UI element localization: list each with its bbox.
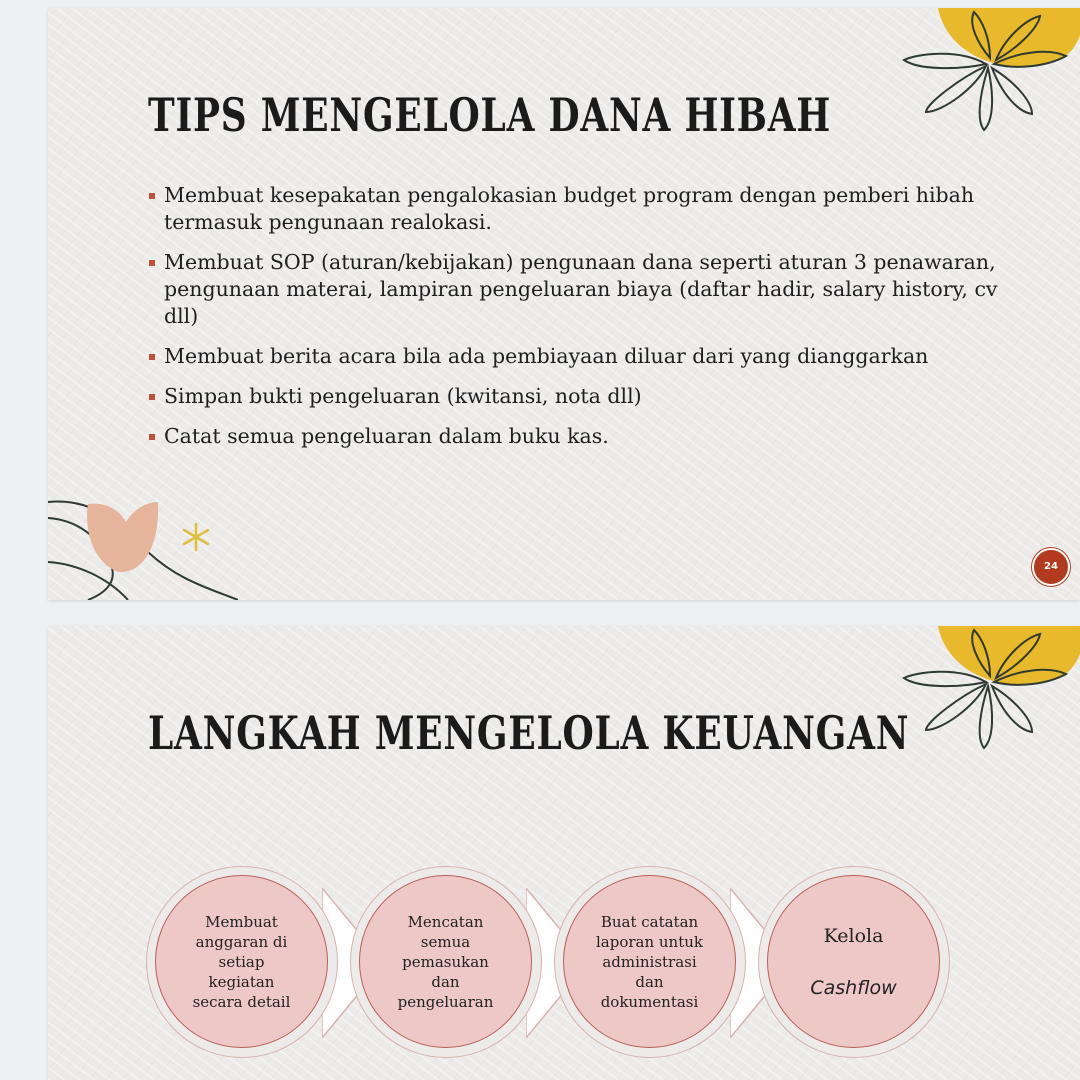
step-label: Buat catatan laporan untuk administrasi dan dokumentasi: [595, 912, 703, 1011]
page-number-badge: 24: [1032, 548, 1070, 586]
slide-langkah: [48, 626, 1080, 1080]
process-step-2: [350, 866, 542, 1058]
star-sparkle-icon: [181, 522, 211, 552]
process-step-4: [758, 866, 950, 1058]
bullet-item: Membuat berita acara bila ada pembiayaan diluar dari yang dianggarkan: [148, 343, 1028, 370]
bullet-item: Catat semua pengeluaran dalam buku kas.: [148, 423, 1028, 450]
bullet-list: [148, 182, 1028, 463]
slide-title: LANGKAH MENGELOLA KEUANGAN: [148, 706, 910, 760]
step-label-line2: Cashflow: [810, 976, 897, 999]
step-label-line1: Kelola: [823, 924, 884, 947]
step-label: Membuat anggaran di setiap kegiatan secara detail: [192, 912, 291, 1011]
bullet-item: Membuat kesepakatan pengalokasian budget program dengan pemberi hibah termasuk pengunaan realokasi.: [148, 182, 1028, 236]
process-step-3: [554, 866, 746, 1058]
sun-flower-icon: [898, 8, 1080, 148]
sun-flower-icon: [898, 626, 1080, 766]
slide-title: TIPS MENGELOLA DANA HIBAH: [148, 88, 832, 142]
process-step-1: [146, 866, 338, 1058]
step-label: [779, 897, 929, 1027]
slide-tips: [48, 8, 1080, 600]
bullet-item: Membuat SOP (aturan/kebijakan) pengunaan dana seperti aturan 3 penawaran, pengunaan materai, lampiran pengeluaran biaya (daftar hadir, salary history, cv dll): [148, 249, 1028, 330]
step-label: Mencatan semua pemasukan dan pengeluaran: [397, 912, 494, 1011]
bullet-item: Simpan bukti pengeluaran (kwitansi, nota dll): [148, 383, 1028, 410]
